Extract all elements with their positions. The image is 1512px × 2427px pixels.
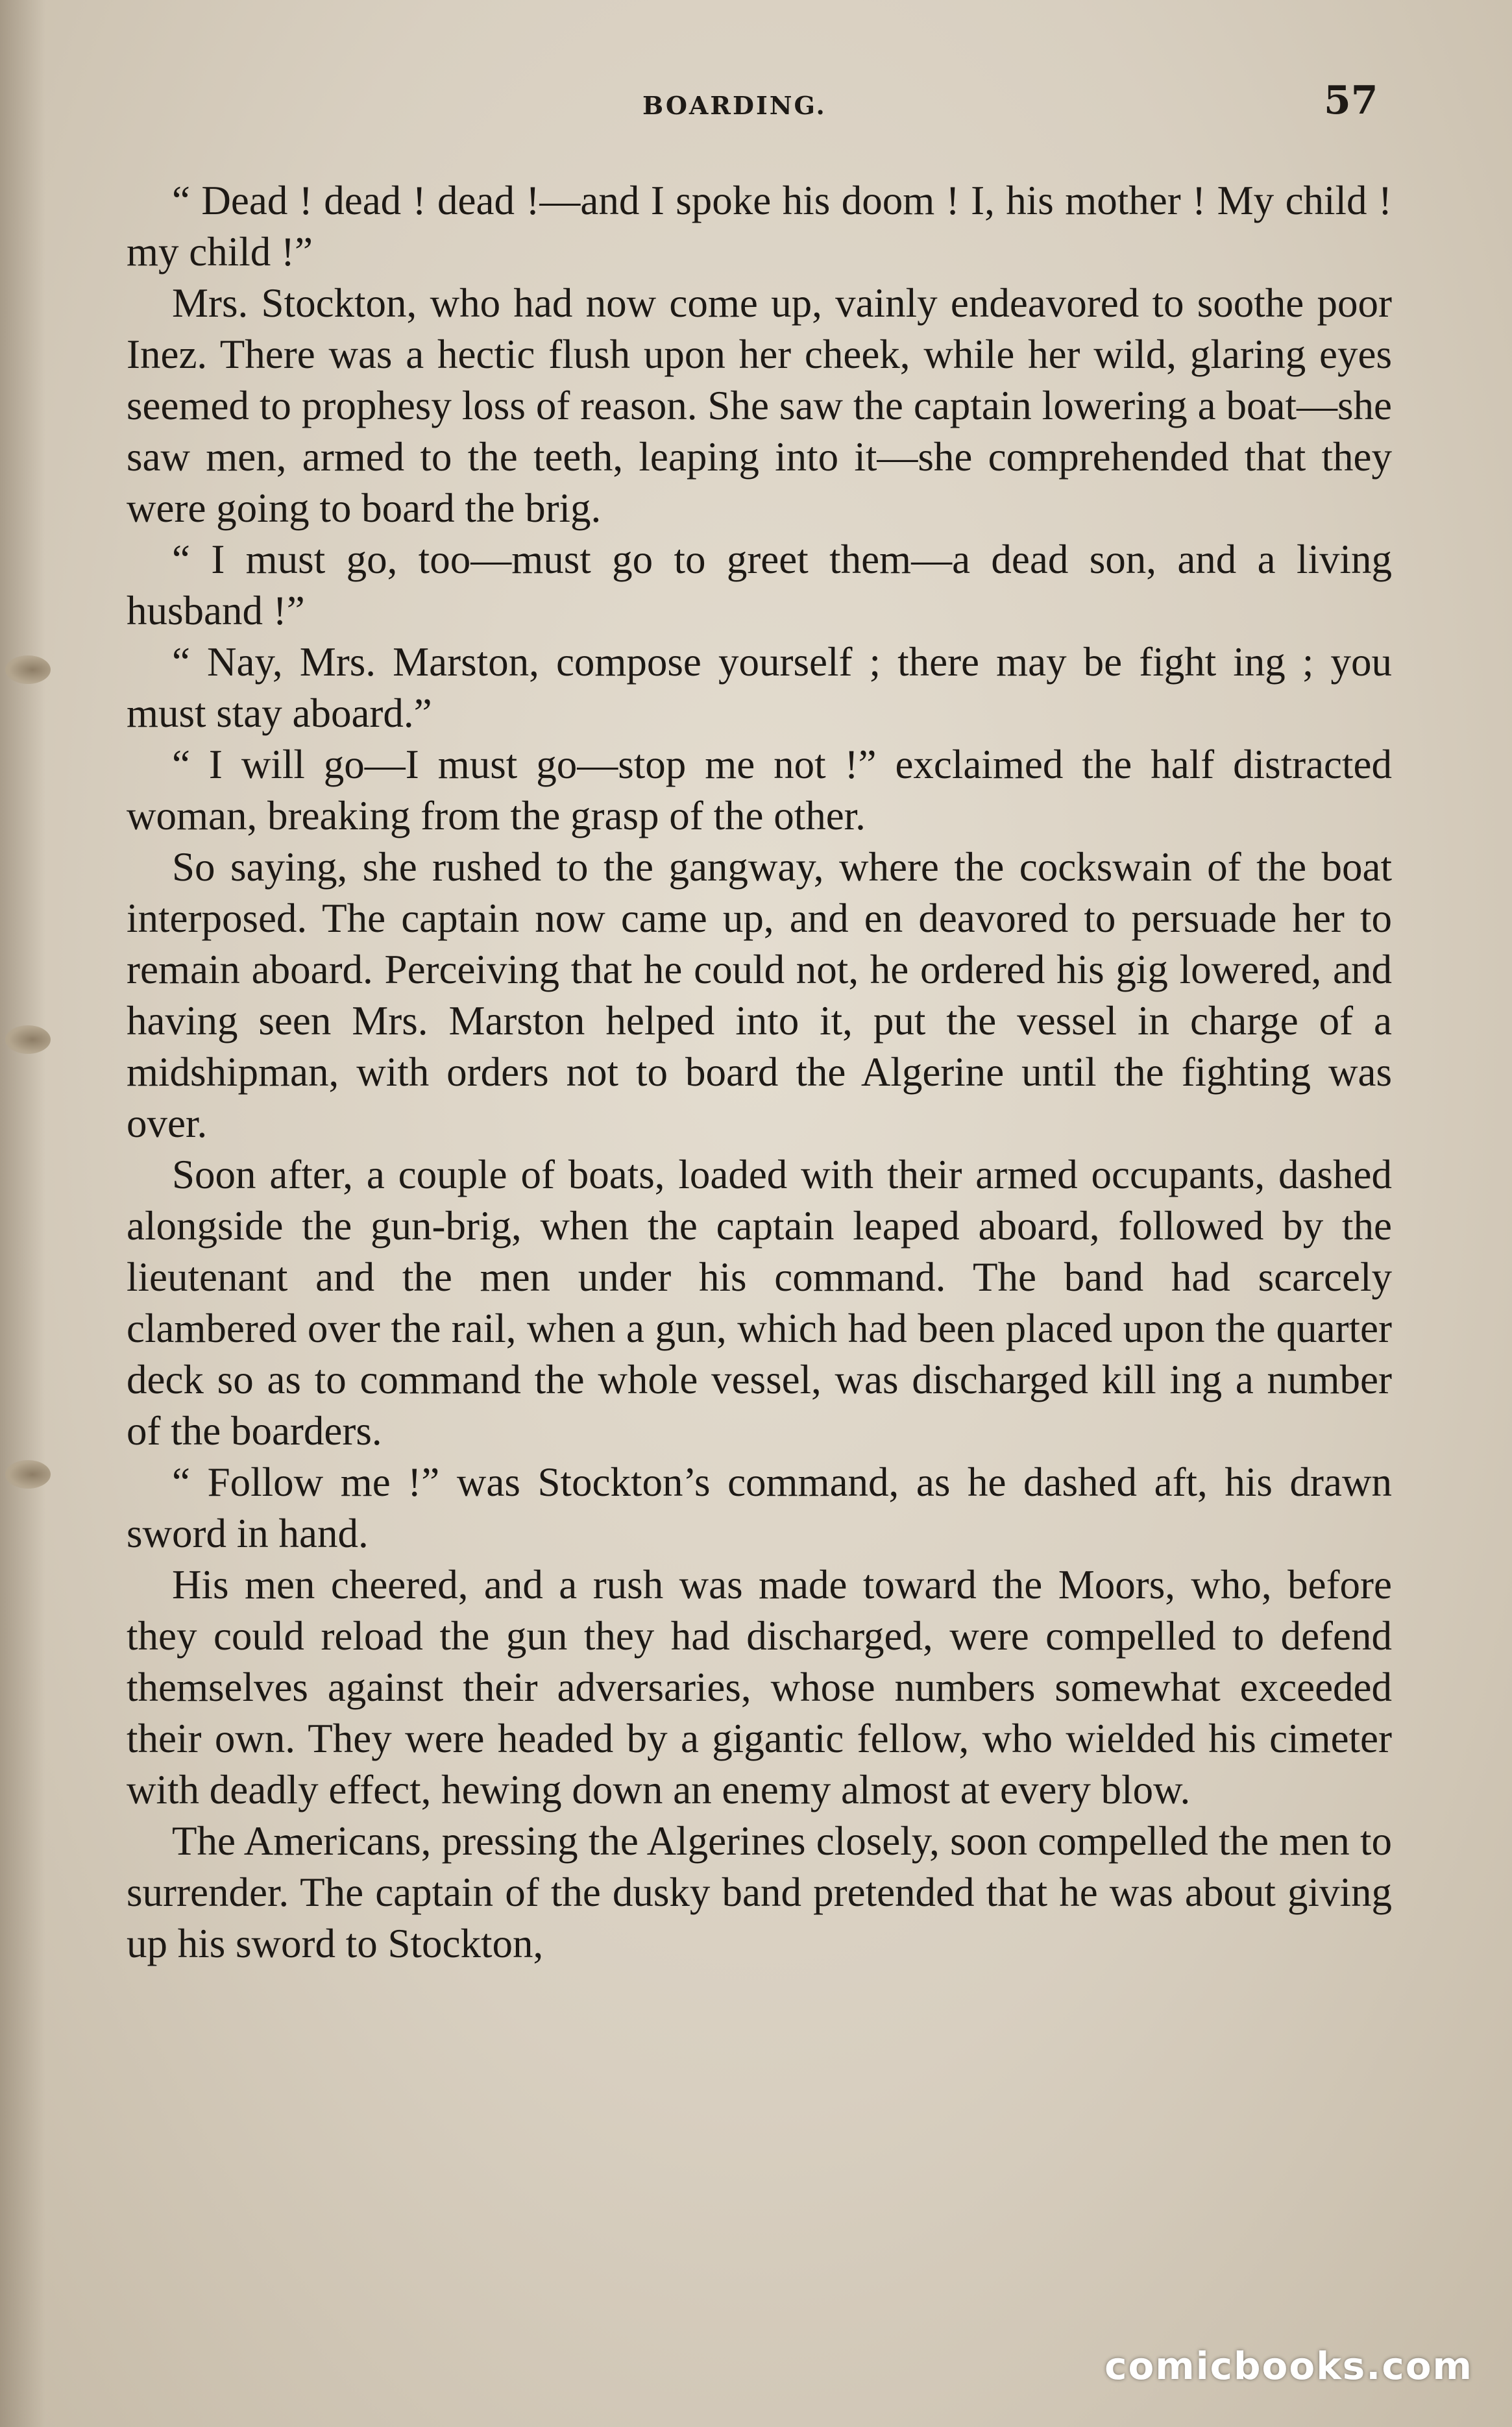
paragraph: “ I will go—I must go—stop me not !” exclaimed the half distracted woman, breaking from the grasp of the other. xyxy=(127,742,1392,838)
binding-hole xyxy=(5,1025,51,1054)
paragraph: “ I must go, too—must go to greet them—a dead son, and a living husband !” xyxy=(127,537,1392,633)
binding-hole xyxy=(5,655,51,684)
paragraph: “ Follow me !” was Stockton’s command, as he dashed aft, his drawn sword in hand. xyxy=(127,1459,1392,1556)
paragraph: Soon after, a couple of boats, loaded with their armed occupants, dashed alongside the gun-brig, when the captain leaped aboard, followed by the lieutenant and the men under his command. The band had scarcely clambered over the rail, when a gun, which had been placed upon the quarter deck so as to command the whole vessel, was discharged kill ing a number of the boarders. xyxy=(127,1152,1392,1454)
paragraph: Mrs. Stockton, who had now come up, vainly endeavored to soothe poor Inez. There was a hectic flush upon her cheek, while her wild, glaring eyes seemed to prophesy loss of reason. She saw the captain lowering a boat—she saw men, armed to the teeth, leaping into it—she comprehended that they were going to board the brig. xyxy=(127,280,1392,531)
binding-hole xyxy=(5,1460,51,1489)
body-text xyxy=(127,175,1392,1970)
paragraph: The Americans, pressing the Algerines closely, soon compelled the men to surrender. The captain of the dusky band pretended that he was about giving up his sword to Stockton, xyxy=(127,1818,1392,1966)
running-head: BOARDING. xyxy=(642,91,827,120)
paragraph: “ Nay, Mrs. Marston, compose yourself ; there may be fight ing ; you must stay aboard.” xyxy=(127,639,1392,736)
paragraph: “ Dead ! dead ! dead !—and I spoke his doom ! I, his mother ! My child ! my child !” xyxy=(127,178,1392,274)
spine-shadow xyxy=(0,0,45,2427)
page-header xyxy=(0,78,1512,136)
paragraph: His men cheered, and a rush was made toward the Moors, who, before they could reload the gun they had discharged, were compelled to defend themselves against their adversaries, whose numbers somewhat exceeded their own. They were headed by a gigantic fellow, who wielded his cimeter with deadly effect, hewing down an enemy almost at every blow. xyxy=(127,1562,1392,1812)
watermark: comicbooks.com xyxy=(1104,2344,1473,2388)
page-number: 57 xyxy=(1324,78,1378,123)
paragraph: So saying, she rushed to the gangway, where the cockswain of the boat interposed. The captain now came up, and en deavored to persuade her to remain aboard. Perceiving that he could not, he ordered his gig lowered, and having seen Mrs. Marston helped into it, put the vessel in charge of a midshipman, with orders not to board the Algerine until the fighting was over. xyxy=(127,844,1392,1146)
